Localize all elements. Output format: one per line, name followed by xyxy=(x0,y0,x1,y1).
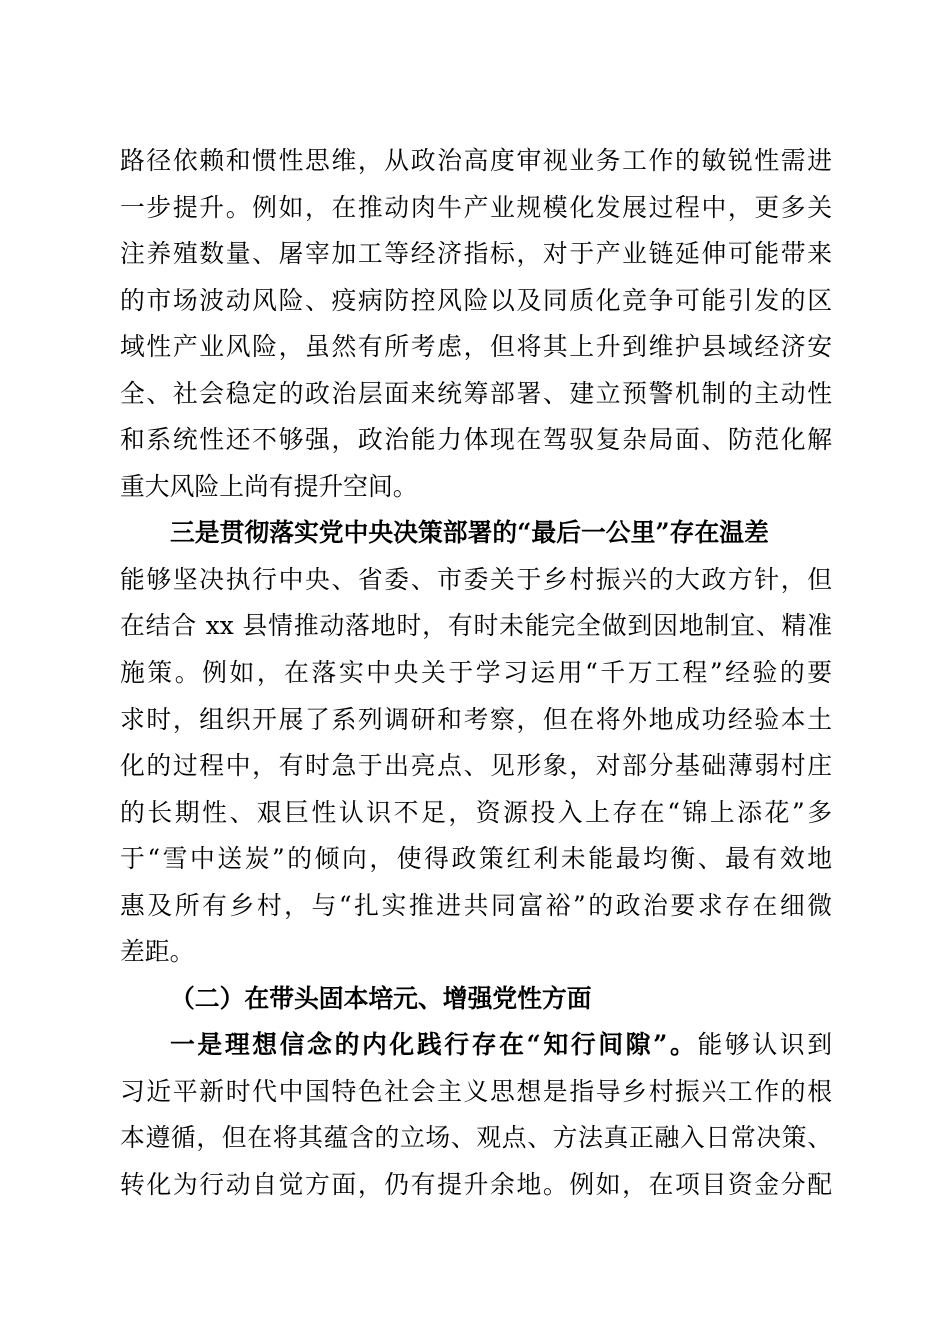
text-line: 于“雪中送炭”的倾向，使得政策红利未能最均衡、最有效地 xyxy=(120,844,832,874)
paragraph-heading: 三是贯彻落实党中央决策部署的“最后一公里”存在温差 xyxy=(170,518,769,548)
text-line: 域性产业风险，虽然有所考虑，但将其上升到维护县域经济安 xyxy=(120,332,832,362)
document-body xyxy=(120,138,832,1209)
text-line: 本遵循，但在将其蕴含的立场、观点、方法真正融入日常决策、 xyxy=(120,1123,832,1153)
text-line: 能够坚决执行中央、省委、市委关于乡村振兴的大政方针，但 xyxy=(120,564,832,594)
text-line: 重大风险上尚有提升空间。 xyxy=(120,471,418,501)
text-line xyxy=(120,1022,832,1069)
text-line: 转化为行动自觉方面，仍有提升余地。例如，在项目资金分配 xyxy=(120,1170,832,1200)
text-line: 路径依赖和惯性思维，从政治高度审视业务工作的敏锐性需进 xyxy=(120,146,832,175)
text-line: 化的过程中，有时急于出亮点、见形象，对部分基础薄弱村庄 xyxy=(120,751,832,781)
paragraph-political-risk xyxy=(120,138,832,510)
text-line: 和系统性还不够强，政治能力体现在驾驭复杂局面、防范化解 xyxy=(120,425,832,455)
text-line: 惠及所有乡村，与“扎实推进共同富裕”的政治要求存在细微 xyxy=(120,890,832,920)
text-line: 施策。例如，在落实中央关于学习运用“千万工程”经验的要 xyxy=(120,658,832,688)
text-line: 的长期性、艰巨性认识不足，资源投入上存在“锦上添花”多 xyxy=(120,797,832,827)
text-line: 在结合 xx 县情推动落地时，有时未能完全做到因地制宜、精准 xyxy=(120,611,832,641)
text-line: 习近平新时代中国特色社会主义思想是指导乡村振兴工作的根 xyxy=(120,1076,832,1106)
text-line: 求时，组织开展了系列调研和考察，但在将外地成功经验本土 xyxy=(120,704,832,734)
paragraph-last-mile xyxy=(120,510,832,975)
paragraph-lead: 一是理想信念的内化践行存在“知行间隙”。 xyxy=(170,1030,698,1060)
text-line: 全、社会稳定的政治层面来统筹部署、建立预警机制的主动性 xyxy=(120,378,832,408)
text-line: 一步提升。例如，在推动肉牛产业规模化发展过程中，更多关 xyxy=(120,192,832,222)
section-heading: （二）在带头固本培元、增强党性方面 xyxy=(170,983,592,1013)
paragraph-ideals-practice xyxy=(120,1022,832,1208)
paragraph-lead-rest: 能够认识到 xyxy=(697,1030,832,1060)
text-line: 的市场波动风险、疫病防控风险以及同质化竞争可能引发的区 xyxy=(120,285,832,315)
text-line: 注养殖数量、屠宰加工等经济指标，对于产业链延伸可能带来 xyxy=(120,239,832,269)
text-line: 差距。 xyxy=(120,937,195,967)
